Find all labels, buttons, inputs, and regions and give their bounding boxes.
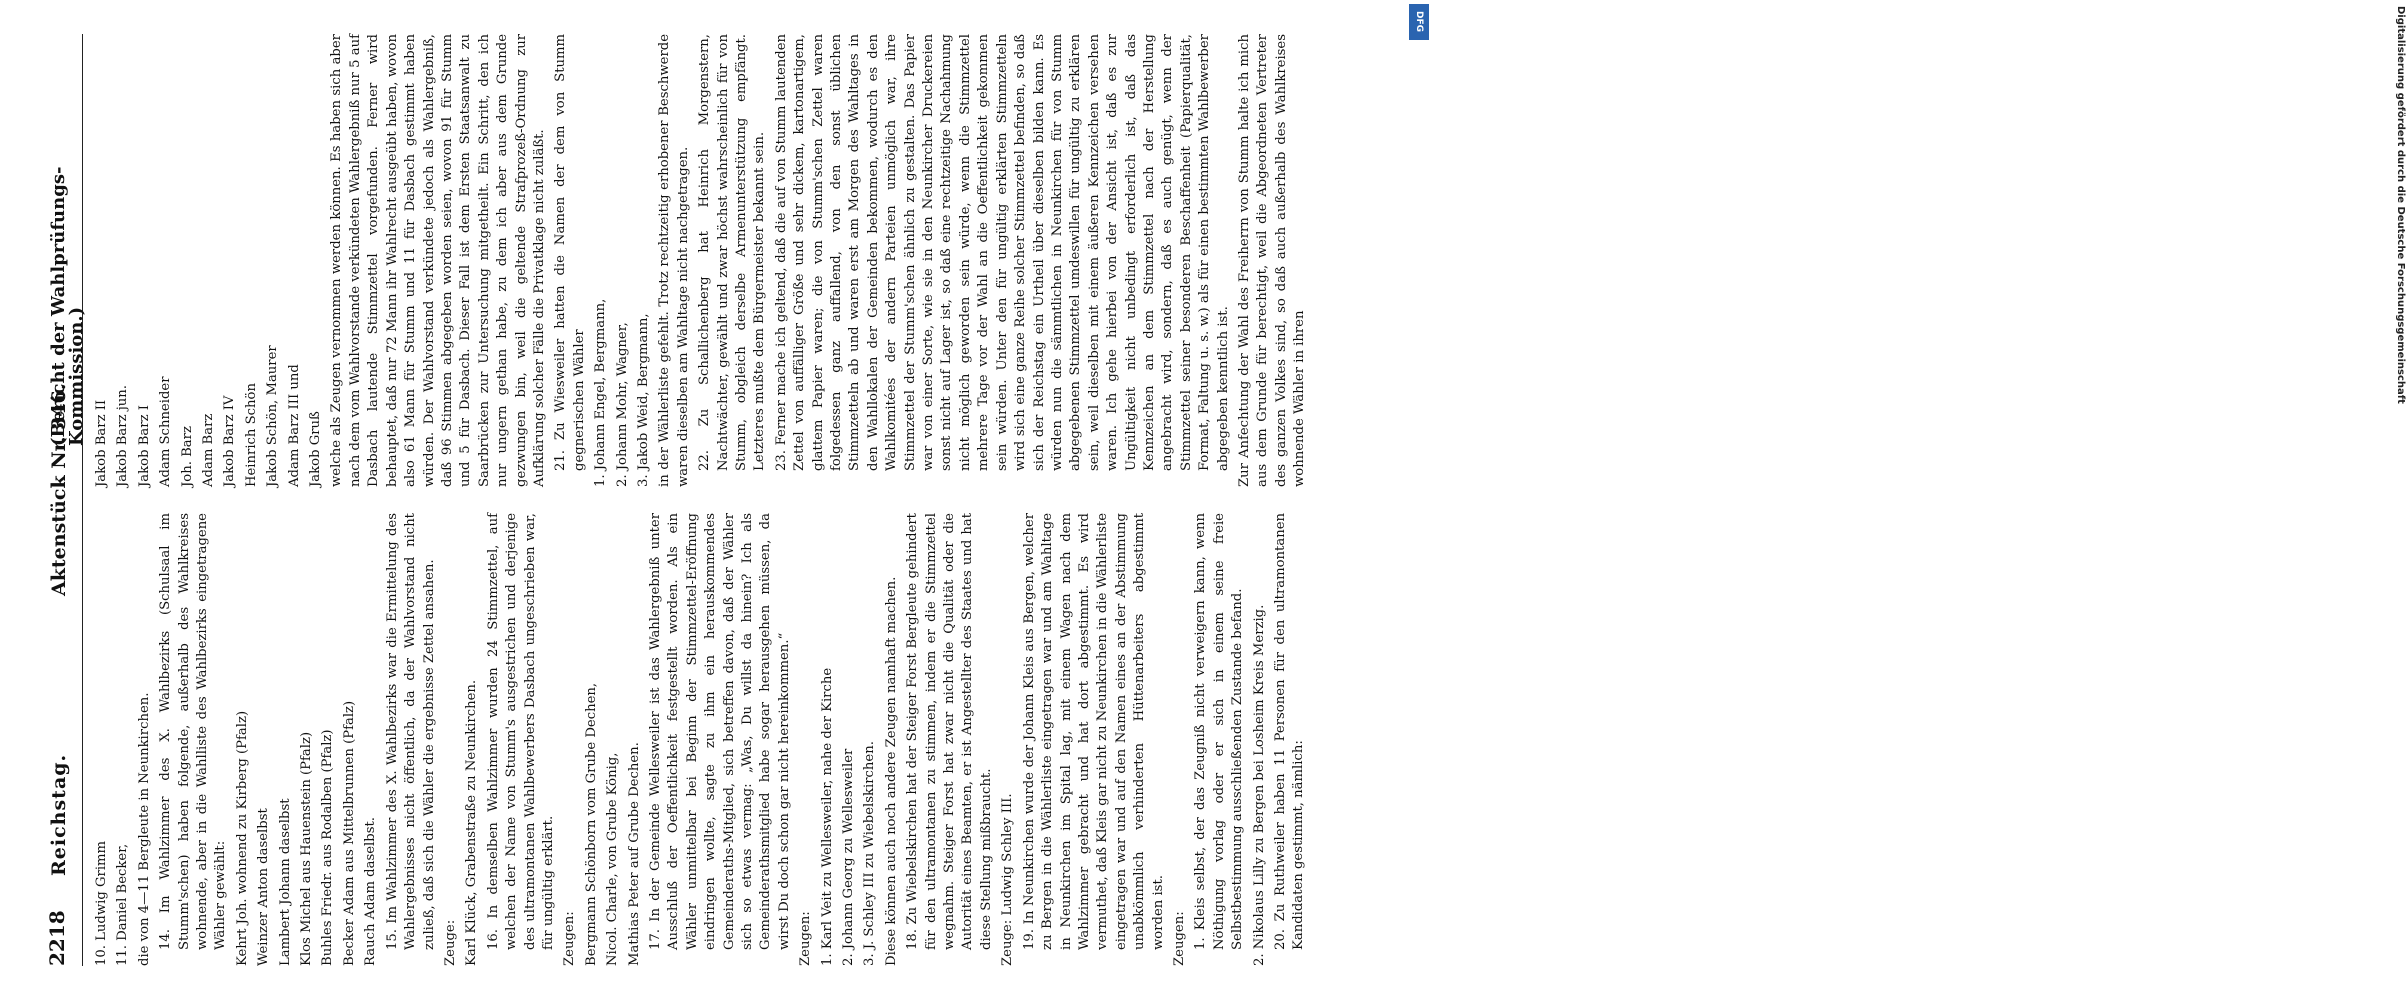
paragraph: 3. Jakob Weid, Bergmann,: [635, 313, 651, 487]
paragraph: Zeugen:: [1171, 911, 1187, 966]
dfg-logo: DFG: [1409, 4, 1429, 40]
paragraph: Zeuge: Ludwig Schley III.: [1000, 793, 1016, 966]
paragraph: 19. In Neunkirchen wurde der Johann Kleis aus Bergen, welcher zu Bergen in die Wählerliste eingetragen war und am Wahltage in Neunkirchen im Spital lag, mit einem Wagen nach dem Wahlzimmer gebracht und hat dort abgestimmt. Es wird vermuthet, daß Kleis gar nicht zu Neunkirchen in die Wählerliste eingetragen war und auf den Namen eines an der Abstimmung unabkömmlich verhinderten Hüttenarbeiters abgestimmt worden ist.: [1021, 513, 1166, 950]
paragraph: Buhles Friedr. aus Rodalben (Pfalz): [320, 729, 336, 966]
paragraph: 14. Im Wahlzimmer des X. Wahlbezirks (Schulsaal im Stumm'schen) haben folgende, außerhalb des Wahlkreises wohnende, aber in die Wahlliste des Wahlbezirks eingetragene Wähler gewählt:: [158, 513, 229, 950]
paragraph: 1. Karl Veit zu Wellesweiler, nahe der Kirche: [819, 667, 835, 966]
paragraph: Mathias Peter auf Grube Dechen.: [626, 742, 642, 966]
paragraph: Kehrt Joh. wohnend zu Kirberg (Pfalz): [234, 710, 250, 966]
paragraph: 11. Daniel Becker,: [115, 843, 131, 966]
header-left: Reichstag.: [48, 753, 70, 876]
paragraph: Klos Michel aus Hauenstein (Pfalz): [299, 731, 315, 966]
left-column: [93, 513, 1313, 966]
paragraph: Karl Klück, Grabenstraße zu Neunkirchen.: [464, 679, 480, 966]
paragraph: die von 4—11 Bergleute in Neunkirchen.: [136, 692, 152, 966]
paragraph: Lambert Johann daselbst: [277, 798, 293, 966]
paragraph: 18. Zu Wiebelskirchen hat der Steiger Forst Bergleute gehindert für den ultramontanen zu stimmen, indem er die Stimmzettel wegnahm. Steiger Forst hat zwar nicht die Qualität oder die Autorität eines Beamten, er ist Angestellter des Staates und hat diese Stellung mißbraucht.: [905, 513, 994, 950]
paragraph: welche als Zeugen vernommen werden können. Es haben sich aber nach dem vom Wahlvorstande verkündeten Wahlergebniß nur 5 auf Dasbach lautende Stimmzettel vorgefunden. Ferner wird behauptet, daß nur 72 Mann ihr Wahlrecht ausgeübt haben, wovon also 61 Mann für Stumm und 11 für Dasbach gestimmt haben würden. Der Wahlvorstand verkündete jedoch als Wahlergebniß, daß 96 Stimmen abgegeben worden seien, wovon 91 für Stumm und 5 für Dasbach. Dieser Fall ist dem Ersten Staatsanwalt zu Saarbrücken zur Untersuchung mitgetheilt. Ein Schritt, den ich nur ungern gethan habe, zu dem ich aber aus dem Grunde gezwungen bin, weil die geltende Strafprozeß-Ordnung zur Aufklärung solcher Fälle die Privatklage nicht zuläßt.: [329, 34, 547, 487]
paragraph: 3. J. Schley III zu Wiebelskirchen.: [862, 741, 878, 966]
paragraph: 23. Ferner mache ich geltend, daß die auf von Stumm lautenden Zettel von auffälliger Größe und sehr dickem, kartonartigem, glattem Papier waren; die von Stumm'schen Zettel waren folgedessen ganz auffallend, von den sonst üblichen Stimmzetteln ab und waren erst am Morgen des Wahltages in den Wahllokalen der Gemeinden bekommen, wodurch es den Wahlkomitées der andern Parteien unmöglich war, ihre Stimmzettel der Stumm'schen ähnlich zu gestalten. Das Papier war von einer Sorte, wie sie in den Neunkircher Druckereien sonst nicht auf Lager ist, so daß eine rechtzeitige Nachahmung nicht möglich geworden sein würde, wenn die Stimmzettel mehrere Tage vor der Wahl an die Oeffentlichkeit gekommen sein würden. Unter den für ungültig erklärten Stimmzetteln wird sich eine ganze Reihe solcher Stimmzettel befinden, so daß sich der Reichstag ein Urtheil über dieselben bilden kann. Es würden nun die sämmtlichen in Neunkirchen für von Stumm abgegebenen Stimmzettel umdeswillen für ungültig zu erklären sein, weil dieselben mit einem äußeren Kennzeichen versehen waren. Ich gehe hierbei von der Ansicht ist, daß es zur Ungültigkeit nicht unbedingt erforderlich ist, daß das Kennzeichen an dem Stimmzettel nach der Herstellung angebracht wird, sondern, daß es auch genügt, wenn der Stimmzettel seiner besonderen Beschaffenheit (Papierqualität, Format, Faltung u. s. w.) als für einen bestimmten Wahlbewerber abgegeben kenntlich ist.: [773, 34, 1231, 471]
sidebar-credit: Digitalisierung gefördert durch die Deutsche Forschungsgemeinschaft: [2395, 6, 2406, 404]
paragraph: 15. Im Wahlzimmer des X. Wahlbezirks war die Ermittelung des Wahlergebnisses nicht öffentlich, da der Wahlvorstand nicht zuließ, daß sich die Wähler die ergebnisse Zettel ansahen.: [384, 513, 437, 950]
paragraph: 21. Zu Wiesweiler hatten die Namen der dem von Stumm gegnerischen Wähler: [553, 34, 587, 471]
header-center: Aktenstück Nr. 346.: [48, 383, 70, 596]
paragraph: Adam Schneider: [158, 376, 174, 487]
paragraph: Diese können auch noch andere Zeugen namhaft machen.: [883, 576, 899, 966]
paragraph: Rauch Adam daselbst.: [363, 817, 379, 966]
paragraph: Nicol. Charle, von Grube König,: [605, 752, 621, 966]
paragraph: 17. In der Gemeinde Wellesweiler ist das Wahlergebniß unter Ausschluß der Oeffentlichkeit festgestellt worden. Als ein Wähler unmittelbar bei Beginn der Stimmzettel-Eröffnung eindringen wollte, sagte zu ihm ein herauskommendes Gemeinderaths-Mitglied, sich betreffen davon, daß der Wähler sich so etwas vermag: „Was, Du willst da hinein? Ich als Gemeinderathsmitglied habe sogar herausgehen müssen, da wirst Du doch schon gar nicht hereinkommen.“: [647, 513, 792, 950]
paragraph: Joh. Barz: [179, 426, 195, 487]
paragraph: 1. Kleis selbst, der das Zeugniß nicht verweigern kann, wenn Nöthigung vorlag oder er sich in einem seine freie Selbstbestimmung ausschließenden Zustande befand.: [1193, 513, 1246, 950]
paragraph: Adam Barz: [201, 413, 217, 487]
paragraph: 16. In demselben Wahlzimmer wurden 24 Stimmzettel, auf welchen der Name von Stumm's ausgestrichen und derjenige des ultramontanen Wahlbewerbers Dasbach ungeschrieben war, für ungültig erklärt.: [485, 513, 556, 950]
paragraph: 2. Johann Georg zu Wellesweiler: [841, 748, 857, 966]
paragraph: Zeugen:: [798, 911, 814, 966]
paragraph: Becker Adam aus Mittelbrunnen (Pfalz): [341, 700, 357, 966]
paragraph: Zur Anfechtung der Wahl des Freiherrn von Stumm halte ich mich aus dem Grunde für berechtigt, weil die Abgeordneten Vertreter des ganzen Volkes sind, so daß auch außerhalb des Wahlkreises wohnende Wähler in ihren: [1236, 34, 1308, 487]
paragraph: in der Wählerliste gefehlt. Trotz rechtzeitig erhobener Beschwerde waren dieselben am Wahltage nicht nachgetragen.: [657, 34, 691, 487]
paragraph: Weinzer Anton daselbst: [256, 808, 272, 966]
paragraph: 2. Johann Mohr, Wagner,: [614, 322, 630, 487]
header-right: (Bericht der Wahlprüfungs-Kommission.): [48, 166, 88, 446]
paragraph: 10. Ludwig Grimm: [94, 840, 109, 966]
paragraph: 2. Nikolaus Lilly zu Bergen bei Losheim Kreis Merzig.: [1251, 604, 1267, 966]
paragraph: Bergmann Schönborn vom Grube Dechen,: [583, 682, 599, 966]
paragraph: Zeuge:: [442, 919, 458, 966]
paragraph: 20. Zu Ruthweiler haben 11 Personen für den ultramontanen Kandidaten gestimmt, nämlich:: [1272, 513, 1307, 950]
paragraph: Adam Barz III und: [286, 364, 302, 487]
paragraph: 1. Johann Engel, Bergmann,: [593, 298, 609, 487]
page-number: 2218: [45, 910, 69, 966]
digitization-sidebar: [1406, 0, 2406, 1000]
paragraph: Jakob Barz II: [94, 399, 109, 487]
paragraph: 22. Zu Schallichenberg hat Heinrich Morgenstern, Nachtwächter, gewählt und zwar höchst wahrscheinlich für von Stumm, obgleich derselbe Armenunterstützung empfängt. Letzteres mußte dem Bürgermeister bekannt sein.: [697, 34, 768, 471]
paragraph: Jakob Barz jun.: [115, 385, 131, 487]
paragraph: Jakob Gruß: [308, 411, 324, 487]
page-header: [45, 34, 88, 966]
paragraph: Heinrich Schön: [243, 383, 259, 487]
paragraph: Jakob Barz I: [136, 405, 152, 487]
paragraph: Jakob Schön, Maurer: [265, 345, 281, 487]
paragraph: Zeugen:: [562, 911, 578, 966]
right-column: [93, 34, 1313, 487]
paragraph: Jakob Barz IV: [222, 395, 238, 487]
